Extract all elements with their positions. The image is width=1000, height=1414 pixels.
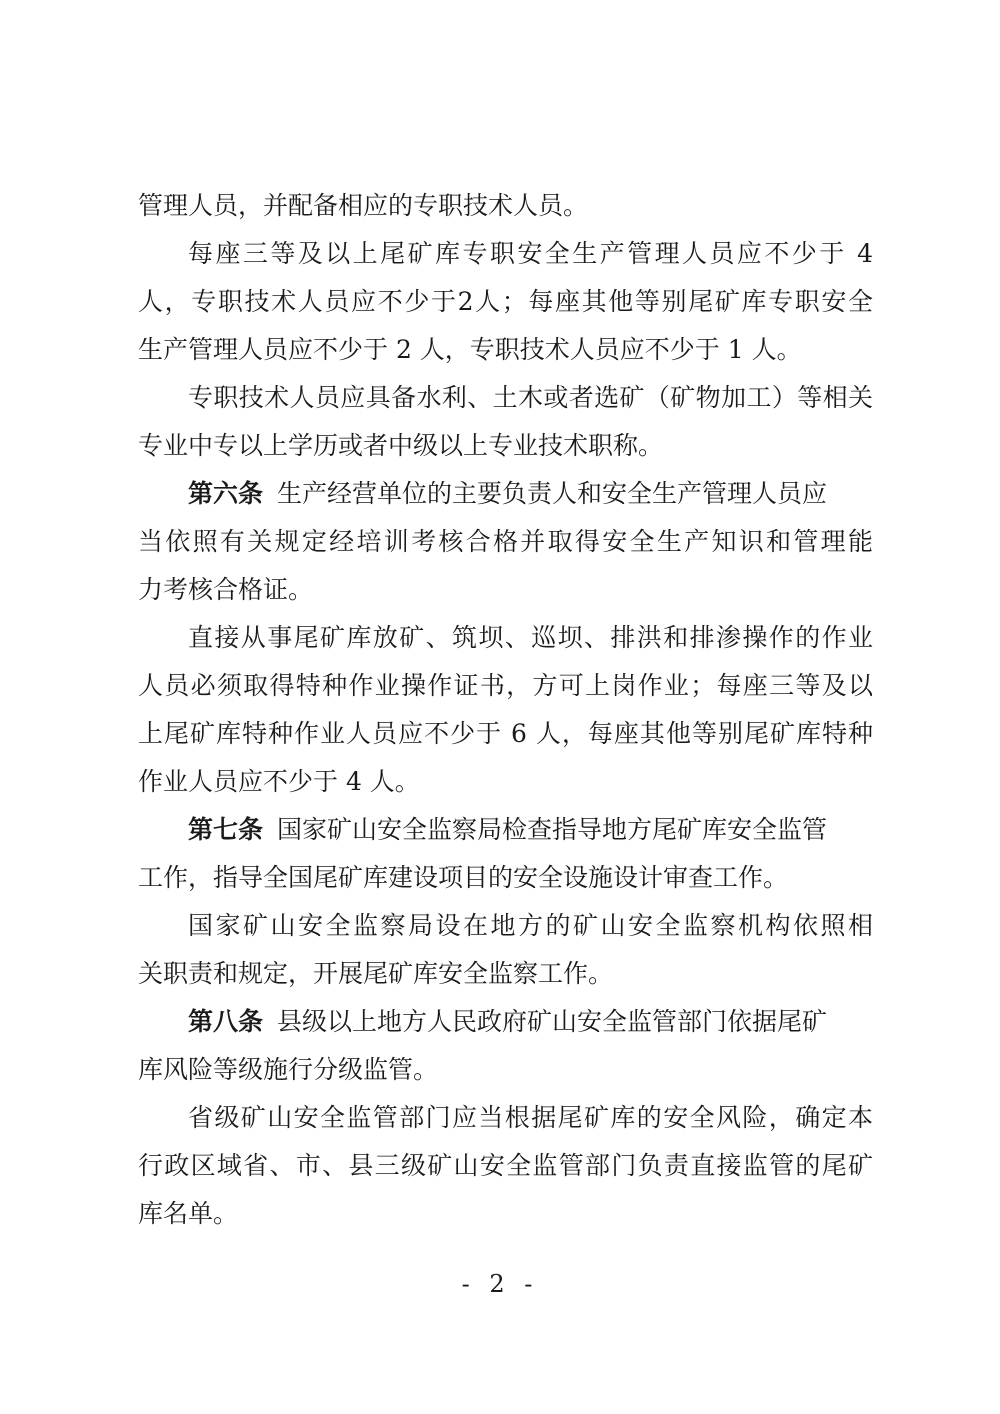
text-line: 国家矿山安全监察局设在地方的矿山安全监察机构依照相 [188,911,873,940]
article-heading: 第八条 [188,1007,264,1036]
text-line: 作业人员应不少于 4 人。 [138,767,420,796]
text-line: 人，专职技术人员应不少于2人；每座其他等别尾矿库专职安全 [138,287,873,316]
text-line: 专职技术人员应具备水利、土木或者选矿（矿物加工）等相关 [188,383,873,412]
text-line: 行政区域省、市、县三级矿山安全监管部门负责直接监管的尾矿 [138,1151,873,1180]
text-line: 管理人员，并配备相应的专职技术人员。 [138,191,589,220]
article-8-first-line [188,1002,873,1042]
article-7-first-line [188,810,873,850]
text-line: 省级矿山安全监管部门应当根据尾矿库的安全风险，确定本 [188,1103,873,1132]
text-line: 生产管理人员应不少于 2 人，专职技术人员应不少于 1 人。 [138,335,802,364]
text-line: 库名单。 [138,1199,239,1228]
page-number: - 2 - [461,1270,539,1298]
text-line: 工作，指导全国尾矿库建设项目的安全设施设计审查工作。 [138,863,789,892]
text-line: 关职责和规定，开展尾矿库安全监察工作。 [138,959,614,988]
text-line: 库风险等级施行分级监管。 [138,1055,439,1084]
text-line: 当依照有关规定经培训考核合格并取得安全生产知识和管理能 [138,527,873,556]
text-line: 人员必须取得特种作业操作证书，方可上岗作业；每座三等及以 [138,671,873,700]
article-heading: 第六条 [188,479,264,508]
text-segment: 生产经营单位的主要负责人和安全生产管理人员应 [277,479,828,508]
text-line: 每座三等及以上尾矿库专职安全生产管理人员应不少于 4 [188,239,873,268]
text-line: 力考核合格证。 [138,575,314,604]
text-line: 专业中专以上学历或者中级以上专业技术职称。 [138,431,664,460]
text-segment: 国家矿山安全监察局检查指导地方尾矿库安全监管 [277,815,828,844]
article-6-first-line [188,474,873,514]
text-line: 直接从事尾矿库放矿、筑坝、巡坝、排洪和排渗操作的作业 [188,623,873,652]
article-heading: 第七条 [188,815,264,844]
text-segment: 县级以上地方人民政府矿山安全监管部门依据尾矿 [277,1007,828,1036]
text-line: 上尾矿库特种作业人员应不少于 6 人，每座其他等别尾矿库特种 [138,719,873,748]
